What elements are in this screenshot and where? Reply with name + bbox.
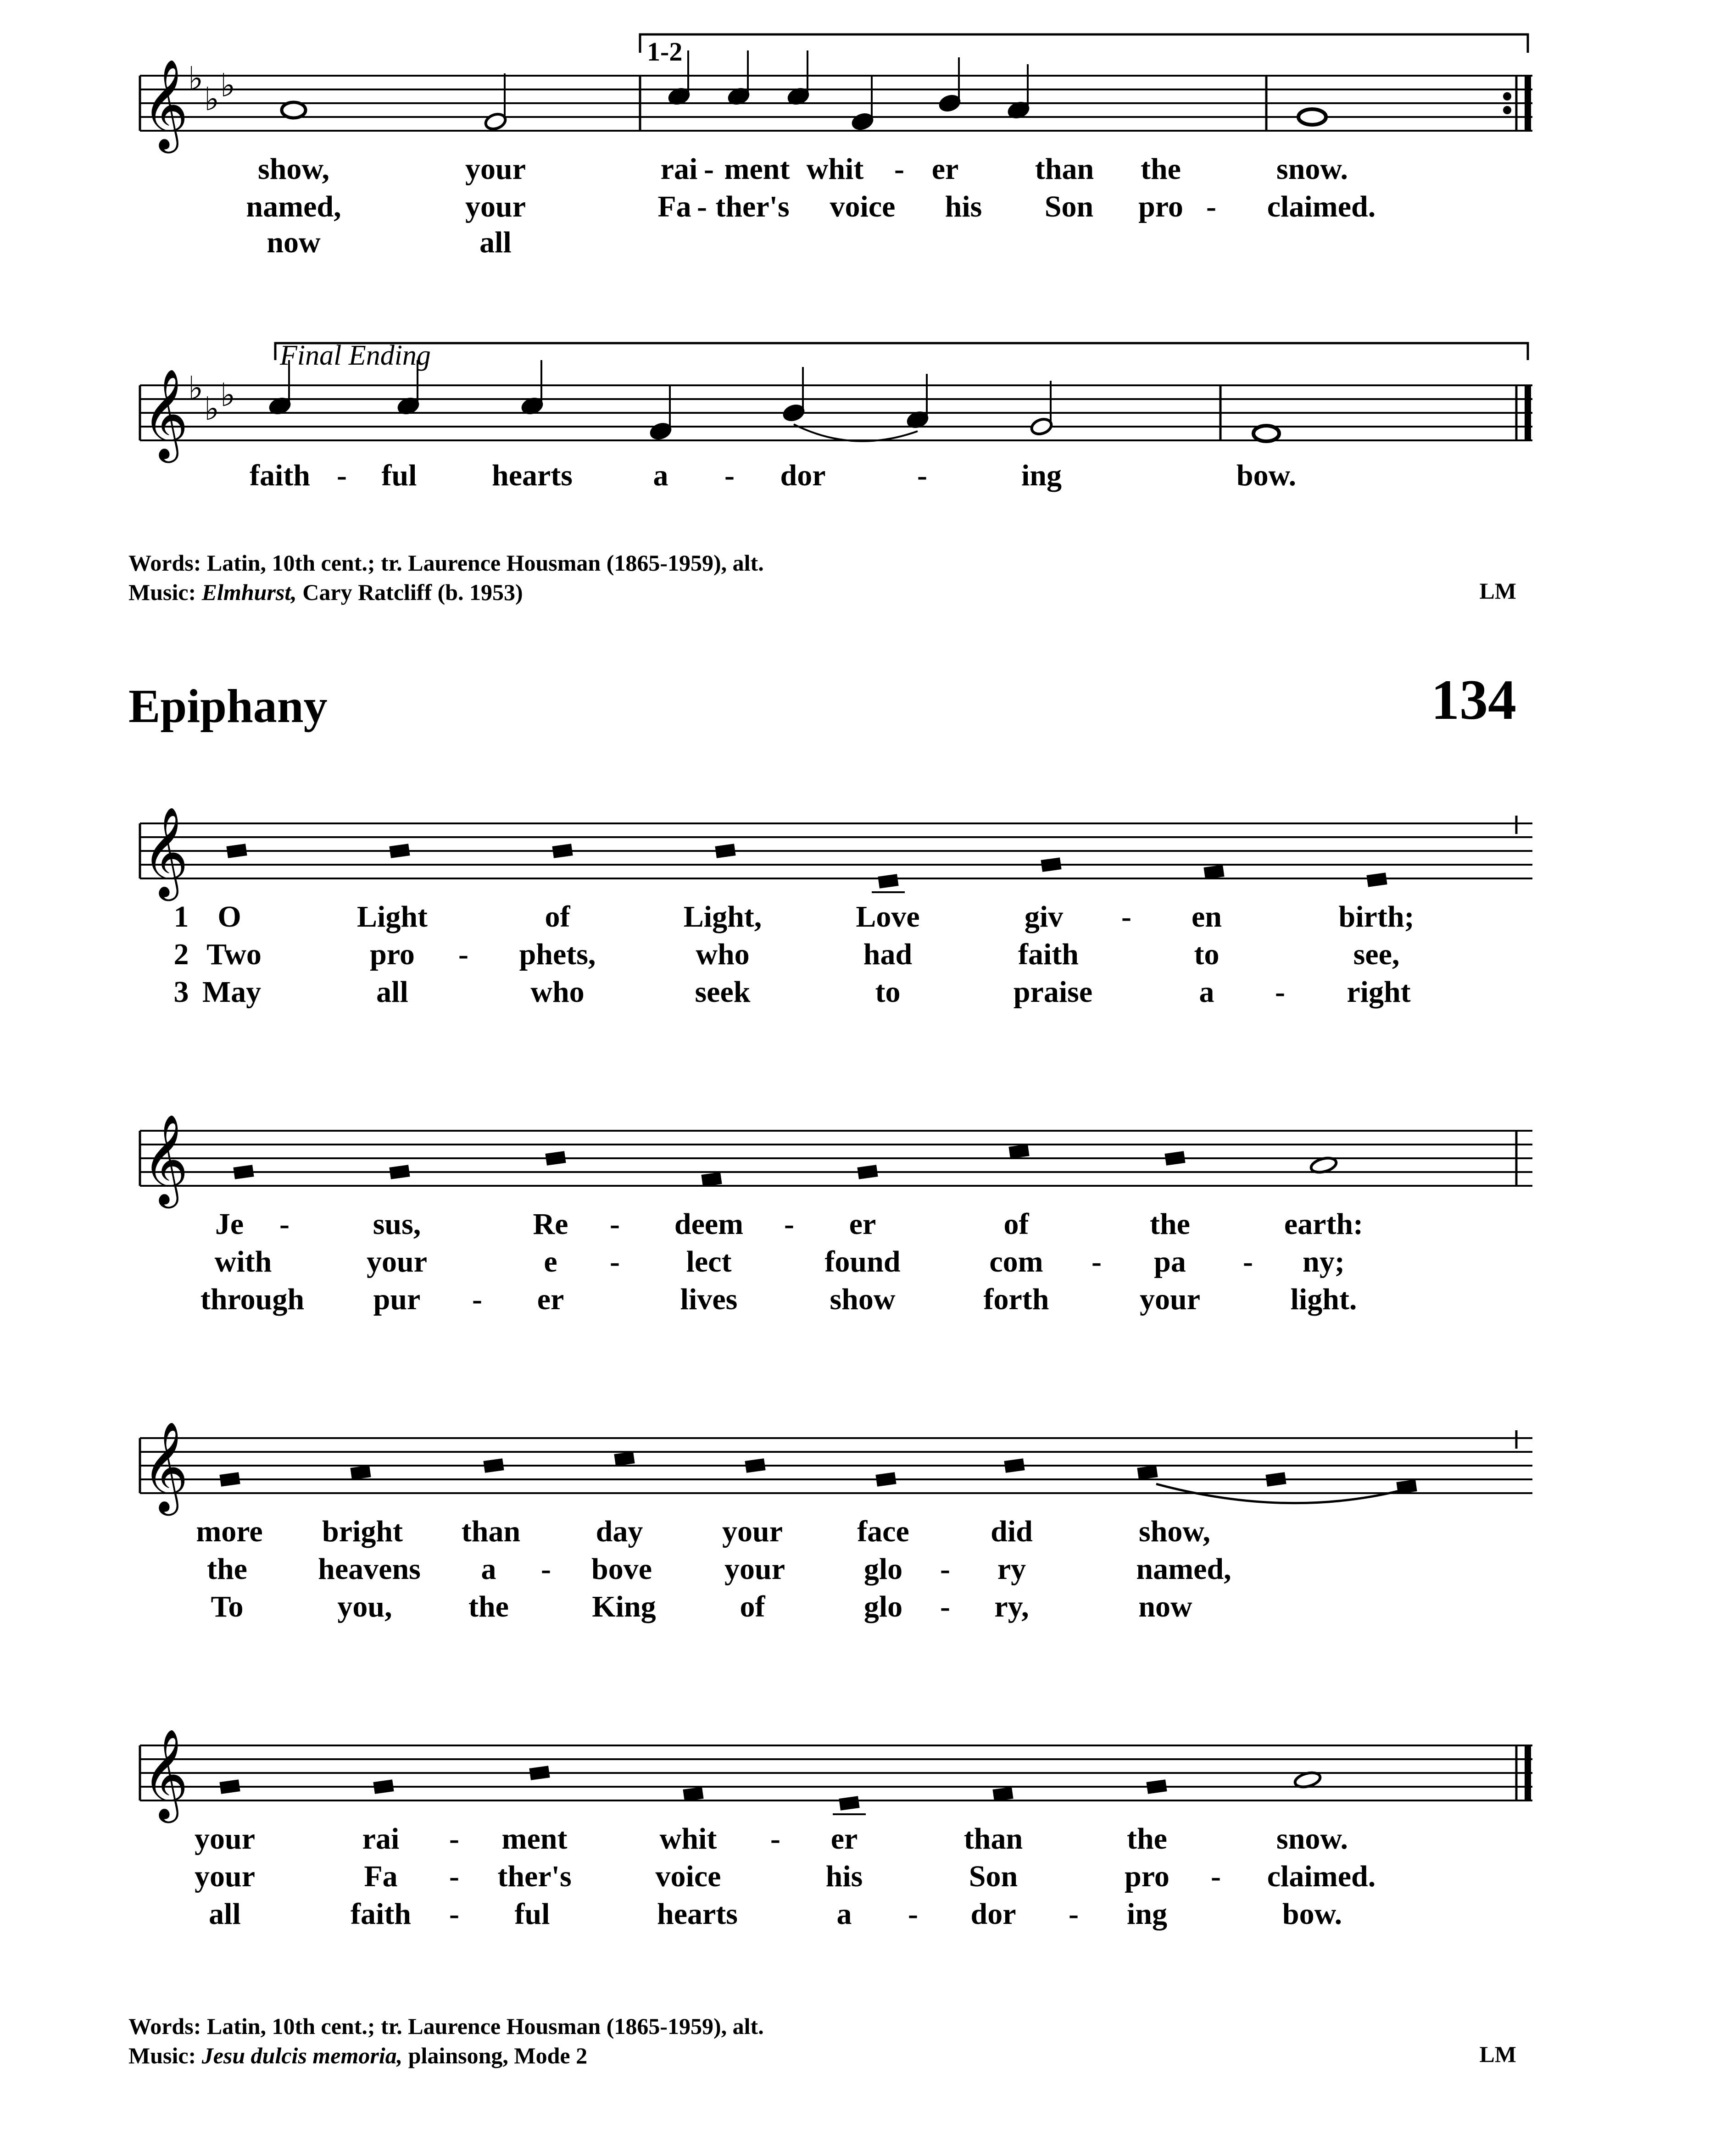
svg-text:all: all: [209, 1897, 241, 1931]
svg-text:heavens: heavens: [318, 1552, 421, 1586]
note: [1366, 872, 1387, 887]
key-signature-flats-icon: [188, 371, 235, 427]
lyrics: [250, 459, 1296, 492]
svg-text:ful: ful: [514, 1897, 550, 1931]
svg-text:er: er: [537, 1283, 564, 1316]
svg-text:Fa: Fa: [364, 1860, 398, 1893]
svg-text:to: to: [1194, 938, 1220, 971]
treble-clef-icon: 𝄞: [142, 1731, 189, 1817]
svg-text:-: -: [1275, 975, 1285, 1009]
note: [1041, 857, 1061, 872]
svg-text:claimed.: claimed.: [1267, 1860, 1376, 1893]
svg-text:Light: Light: [356, 900, 428, 934]
svg-text:Je: Je: [215, 1207, 244, 1241]
svg-text:pur: pur: [373, 1283, 421, 1316]
top-system-1: [0, 0, 1732, 294]
words-credit: Words: Latin, 10th cent.; tr. Laurence Housman (1865-1959), alt.: [128, 550, 764, 576]
svg-text:your: your: [465, 190, 526, 223]
svg-text:the: the: [468, 1590, 509, 1623]
meter-label: LM: [1479, 578, 1516, 604]
svg-text:ry,: ry,: [994, 1590, 1029, 1623]
music-credit: Music: Elmhurst, Cary Ratcliff (b. 1953): [128, 579, 523, 605]
svg-text:now: now: [1138, 1590, 1192, 1623]
svg-text:show: show: [830, 1283, 896, 1316]
svg-text:ry: ry: [997, 1552, 1026, 1586]
treble-clef-icon: 𝄞: [142, 371, 189, 457]
top-system-2: [0, 321, 1732, 514]
svg-text:-: -: [940, 1552, 950, 1586]
svg-text:deem: deem: [674, 1207, 744, 1241]
svg-text:-: -: [770, 1822, 780, 1856]
svg-text:his: his: [945, 190, 982, 223]
svg-text:through: through: [200, 1283, 305, 1316]
svg-text:of: of: [545, 900, 570, 934]
svg-text:Light,: Light,: [683, 900, 762, 934]
note: [745, 1458, 765, 1473]
svg-text:the: the: [1150, 1207, 1190, 1241]
svg-text:-: -: [458, 938, 468, 971]
ending-bracket-1-2: [640, 34, 1528, 53]
svg-text:named,: named,: [246, 190, 341, 223]
svg-text:-: -: [697, 190, 707, 223]
svg-text:face: face: [857, 1515, 909, 1548]
note: [839, 1796, 859, 1811]
svg-text:a: a: [481, 1552, 496, 1586]
note: [282, 102, 306, 118]
ending-label: Final Ending: [280, 340, 431, 371]
note: [878, 874, 898, 889]
svg-text:his: his: [825, 1860, 863, 1893]
note: [529, 1766, 550, 1780]
svg-text:seek: seek: [695, 975, 751, 1009]
svg-text:your: your: [1140, 1283, 1200, 1316]
hymn-system-1: [0, 794, 1732, 1041]
note: [545, 1151, 566, 1166]
svg-text:pro: pro: [1125, 1860, 1170, 1893]
note: [701, 1172, 722, 1187]
svg-text:the: the: [207, 1552, 247, 1586]
note: [1253, 426, 1279, 441]
svg-text:bow.: bow.: [1282, 1897, 1342, 1931]
svg-text:-: -: [1243, 1245, 1253, 1278]
svg-text:-: -: [610, 1207, 620, 1241]
note: [219, 1472, 240, 1487]
staff-lines: [140, 1745, 1532, 1800]
svg-text:than: than: [461, 1515, 521, 1548]
svg-text:pa: pa: [1154, 1245, 1186, 1278]
svg-text:-: -: [908, 1897, 918, 1931]
ending-bracket-final: [275, 343, 1528, 360]
note: [683, 1787, 703, 1801]
note: [219, 1779, 240, 1794]
svg-text:the: the: [1141, 152, 1181, 186]
notes: [233, 1144, 1185, 1187]
hymn-credits: [128, 2012, 764, 2070]
staff-lines: [140, 823, 1532, 878]
svg-text:Son: Son: [1044, 190, 1094, 223]
notes: [282, 50, 1528, 132]
note: [1008, 1144, 1029, 1159]
svg-text:-: -: [940, 1590, 950, 1623]
svg-text:ing: ing: [1126, 1897, 1168, 1931]
treble-clef-icon: 𝄞: [142, 1424, 189, 1510]
svg-text:-: -: [784, 1207, 794, 1241]
music-credit: Music: Jesu dulcis memoria, plainsong, Mode 2: [128, 2043, 588, 2068]
svg-text:your: your: [195, 1860, 255, 1893]
svg-text:faith: faith: [1018, 938, 1079, 971]
ending-label: 1-2: [647, 37, 683, 67]
svg-text:1: 1: [173, 900, 189, 934]
note: [389, 1165, 410, 1179]
svg-text:♭: ♭: [204, 82, 220, 117]
svg-text:all: all: [479, 226, 512, 259]
note: [389, 844, 410, 858]
note: [1164, 1151, 1185, 1166]
hymn-system-3: [0, 1408, 1732, 1647]
notes: [268, 360, 1528, 441]
note: [875, 1472, 896, 1487]
svg-text:-: -: [1069, 1897, 1079, 1931]
svg-text:er: er: [849, 1207, 876, 1241]
svg-text:-: -: [724, 459, 735, 492]
svg-text:e: e: [544, 1245, 557, 1278]
svg-text:♭: ♭: [220, 68, 236, 104]
svg-text:hearts: hearts: [492, 459, 573, 492]
svg-text:-: -: [1121, 900, 1131, 934]
svg-text:earth:: earth:: [1284, 1207, 1364, 1241]
svg-text:-: -: [610, 1245, 620, 1278]
svg-text:Two: Two: [206, 938, 262, 971]
svg-text:dor: dor: [970, 1897, 1016, 1931]
note: [350, 1465, 371, 1480]
svg-text:claimed.: claimed.: [1267, 190, 1376, 223]
svg-text:you,: you,: [337, 1590, 392, 1623]
note: [1298, 109, 1326, 125]
meter-label: LM: [1479, 2041, 1516, 2067]
svg-text:all: all: [376, 975, 408, 1009]
svg-text:a: a: [653, 459, 668, 492]
svg-text:of: of: [1003, 1207, 1029, 1241]
svg-text:phets,: phets,: [519, 938, 596, 971]
svg-text:a: a: [1199, 975, 1214, 1009]
note: [715, 844, 735, 858]
svg-text:had: had: [863, 938, 913, 971]
svg-text:hearts: hearts: [657, 1897, 738, 1931]
hymn-number: 134: [1431, 668, 1516, 731]
svg-text:faith: faith: [351, 1897, 411, 1931]
svg-text:the: the: [1127, 1822, 1167, 1856]
svg-text:giv: giv: [1024, 900, 1064, 934]
svg-text:ment: ment: [501, 1822, 568, 1856]
svg-text:-: -: [917, 459, 927, 492]
svg-text:to: to: [875, 975, 901, 1009]
svg-text:-: -: [1206, 190, 1216, 223]
svg-text:O: O: [217, 900, 241, 934]
svg-text:ny;: ny;: [1303, 1245, 1345, 1278]
hymn-system-2: [0, 1101, 1732, 1339]
svg-text:en: en: [1192, 900, 1222, 934]
svg-text:King: King: [592, 1590, 656, 1623]
svg-text:-: -: [449, 1860, 459, 1893]
svg-text:rai: rai: [362, 1822, 400, 1856]
svg-text:than: than: [1035, 152, 1094, 186]
svg-text:♭: ♭: [204, 392, 220, 427]
svg-text:day: day: [596, 1515, 643, 1548]
note: [1203, 865, 1224, 879]
svg-text:more: more: [196, 1515, 263, 1548]
svg-text:-: -: [449, 1897, 459, 1931]
svg-text:named,: named,: [1136, 1552, 1231, 1586]
note: [857, 1165, 878, 1179]
svg-text:your: your: [465, 152, 526, 186]
svg-text:2: 2: [173, 938, 189, 971]
note: [233, 1165, 254, 1179]
lyrics: [196, 1515, 1231, 1623]
svg-text:your: your: [367, 1245, 427, 1278]
svg-text:Son: Son: [969, 1860, 1018, 1893]
key-signature-flats-icon: [188, 61, 235, 117]
svg-text:bright: bright: [322, 1515, 403, 1548]
svg-text:Love: Love: [856, 900, 920, 934]
svg-text:a: a: [836, 1897, 852, 1931]
svg-text:glo: glo: [863, 1590, 903, 1623]
note: [1146, 1779, 1167, 1794]
svg-text:rai: rai: [660, 152, 698, 186]
svg-text:pro: pro: [1138, 190, 1183, 223]
note: [483, 1458, 504, 1473]
svg-text:-: -: [894, 152, 904, 186]
note: [1265, 1472, 1286, 1487]
svg-text:3: 3: [173, 975, 189, 1009]
svg-text:-: -: [449, 1822, 459, 1856]
note: [1137, 1465, 1158, 1480]
svg-text:whit: whit: [806, 152, 864, 186]
svg-text:your: your: [724, 1552, 785, 1586]
svg-text:right: right: [1347, 975, 1411, 1009]
note: [614, 1451, 635, 1466]
svg-text:with: with: [214, 1245, 272, 1278]
hymn-system-4: [0, 1716, 1732, 1959]
svg-text:♭: ♭: [188, 61, 204, 97]
svg-text:er: er: [830, 1822, 858, 1856]
svg-text:-: -: [541, 1552, 551, 1586]
lyrics: [200, 1207, 1363, 1316]
note: [1004, 1458, 1025, 1473]
svg-text:com: com: [989, 1245, 1043, 1278]
svg-text:light.: light.: [1290, 1283, 1357, 1316]
lyrics: [174, 900, 1415, 1009]
treble-clef-icon: 𝄞: [142, 809, 189, 895]
svg-text:May: May: [202, 975, 262, 1009]
svg-text:of: of: [740, 1590, 765, 1623]
staff-lines: [140, 1438, 1532, 1493]
svg-text:your: your: [195, 1822, 255, 1856]
svg-text:voice: voice: [655, 1860, 721, 1893]
svg-text:bove: bove: [591, 1552, 652, 1586]
svg-text:-: -: [1211, 1860, 1221, 1893]
svg-text:faith: faith: [250, 459, 310, 492]
svg-text:did: did: [991, 1515, 1033, 1548]
lyrics: [246, 152, 1376, 259]
section-title: Epiphany: [128, 680, 328, 733]
svg-text:-: -: [704, 152, 714, 186]
svg-text:Re: Re: [533, 1207, 568, 1241]
svg-text:whit: whit: [659, 1822, 717, 1856]
svg-text:er: er: [931, 152, 959, 186]
svg-text:than: than: [963, 1822, 1023, 1856]
svg-text:who: who: [696, 938, 750, 971]
svg-text:To: To: [211, 1590, 244, 1623]
svg-text:-: -: [337, 459, 347, 492]
svg-text:snow.: snow.: [1276, 152, 1348, 186]
note: [226, 844, 247, 858]
svg-text:praise: praise: [1013, 975, 1093, 1009]
svg-text:found: found: [824, 1245, 901, 1278]
svg-text:see,: see,: [1353, 938, 1400, 971]
svg-text:show,: show,: [1139, 1515, 1210, 1548]
svg-text:who: who: [530, 975, 585, 1009]
svg-text:now: now: [267, 226, 321, 259]
svg-text:glo: glo: [863, 1552, 903, 1586]
svg-text:ful: ful: [381, 459, 417, 492]
svg-text:bow.: bow.: [1236, 459, 1297, 492]
lyrics: [195, 1822, 1376, 1931]
svg-text:lives: lives: [680, 1283, 738, 1316]
svg-text:♭: ♭: [220, 378, 236, 413]
staff-lines: [140, 385, 1532, 440]
svg-text:-: -: [472, 1283, 482, 1316]
svg-text:dor: dor: [780, 459, 826, 492]
svg-text:ther's: ther's: [497, 1860, 572, 1893]
svg-text:-: -: [279, 1207, 290, 1241]
note: [992, 1787, 1013, 1801]
note: [373, 1779, 394, 1794]
treble-clef-icon: 𝄞: [142, 61, 189, 148]
top-hymn-credits: [128, 548, 764, 607]
note: [552, 844, 573, 858]
svg-text:ing: ing: [1021, 459, 1062, 492]
svg-text:forth: forth: [983, 1283, 1049, 1316]
svg-text:Fa: Fa: [657, 190, 691, 223]
svg-text:lect: lect: [686, 1245, 732, 1278]
treble-clef-icon: 𝄞: [142, 1117, 189, 1203]
svg-text:voice: voice: [830, 190, 896, 223]
svg-text:birth;: birth;: [1338, 900, 1415, 934]
svg-text:your: your: [722, 1515, 783, 1548]
svg-text:sus,: sus,: [373, 1207, 421, 1241]
words-credit: Words: Latin, 10th cent.; tr. Laurence Housman (1865-1959), alt.: [128, 2013, 764, 2039]
notes: [219, 1451, 1417, 1494]
svg-text:ment: ment: [724, 152, 790, 186]
svg-text:ther's: ther's: [715, 190, 790, 223]
svg-text:-: -: [1092, 1245, 1102, 1278]
svg-text:pro: pro: [370, 938, 415, 971]
svg-text:♭: ♭: [188, 371, 204, 406]
svg-text:show,: show,: [258, 152, 329, 186]
svg-text:snow.: snow.: [1276, 1822, 1348, 1856]
